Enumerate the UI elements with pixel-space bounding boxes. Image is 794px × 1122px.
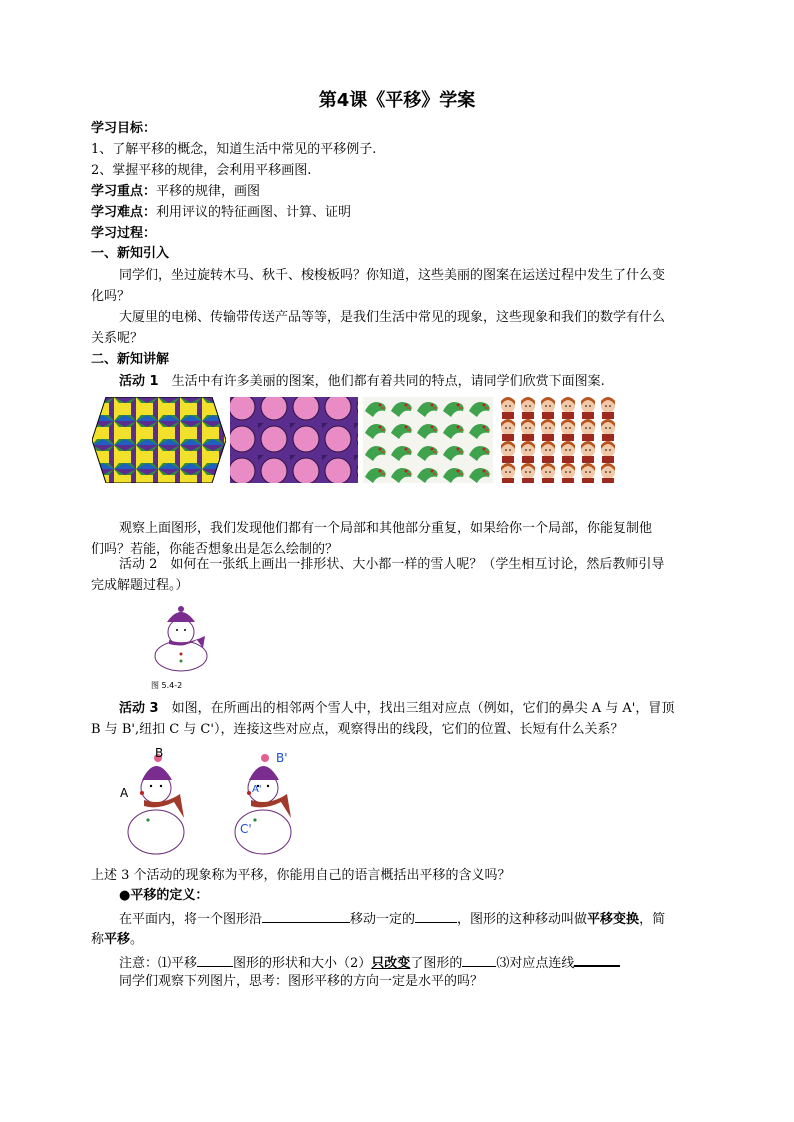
pattern-image-birds [363, 397, 493, 483]
goal-1: 1、了解平移的概念，知道生活中常见的平移例子. [91, 142, 377, 157]
definition-line-a: 在平面内，将一个图形沿 移动一定的 ，图形的这种移动叫做平移变换，简 [119, 908, 665, 930]
activity-3-text-a: 活动 3 如图，在所画出的相邻两个雪人中，找出三组对应点（例如，它们的鼻尖 A 与 A'，冒顶 [119, 701, 675, 716]
point-a-label: A [120, 786, 129, 800]
definition-line-b: 称平移。 [91, 932, 144, 947]
point-b-label: B [155, 746, 164, 760]
page-title: 第4课《平移》学案 [318, 90, 476, 111]
process-heading: 学习过程： [91, 226, 157, 241]
intro-paragraph-1b: 化吗？ [91, 289, 131, 304]
goal-2: 2、掌握平移的规律，会利用平移画图. [91, 163, 312, 178]
activity-3-text-b: B 与 B',纽扣 C 与 C'），连接这些对应点，观察得出的线段，它们的位置、长短有什么关系？ [91, 722, 624, 737]
goals-heading: 学习目标： [91, 121, 157, 136]
point-a-prime-label: A' [252, 784, 262, 795]
section-2-heading: 二、新知讲解 [91, 352, 170, 367]
point-c-prime-label: C' [240, 822, 252, 836]
activity-2-text-b: 完成解题过程。） [91, 578, 189, 593]
snowman-right [235, 754, 291, 854]
summary-text: 上述 3 个活动的现象称为平移，你能用自己的语言概括出平移的含义吗？ [91, 868, 511, 883]
pattern-image-faces [498, 397, 616, 483]
figure-caption: 图 5.4-2 [151, 681, 183, 690]
intro-paragraph-2b: 关系呢？ [91, 331, 144, 346]
pattern-image-octagons [230, 397, 358, 483]
section-1-heading: 一、新知引入 [91, 246, 170, 261]
activity-1-text: 活动 1 生活中有许多美丽的图案，他们都有着共同的特点，请同学们欣赏下面图案. [119, 374, 605, 389]
snowman-figure [145, 604, 220, 694]
snowman-left [128, 754, 184, 854]
snowmen-translation-figure [118, 746, 308, 858]
point-b-prime-label: B' [276, 751, 288, 765]
activity-2-text-a: 活动 2 如何在一张纸上画出一排形状、大小都一样的雪人呢？（学生相互讨论，然后教师引导 [119, 557, 665, 572]
definition-heading: ●平移的定义： [119, 888, 209, 903]
final-question: 同学们观察下列图片，思考：图形平移的方向一定是水平的吗？ [119, 974, 484, 989]
key-points: 学习重点：平移的规律，画图 [91, 184, 261, 199]
note-line: 注意：⑴平移 图形的形状和大小（2）只改变了图形的 ⑶对应点连线 [119, 951, 620, 974]
intro-paragraph-2a: 大厦里的电梯、传输带传送产品等等，是我们生活中常见的现象，这些现象和我们的数学有什么 [119, 310, 666, 325]
difficulties: 学习难点：利用评议的特征画图、计算、证明 [91, 205, 352, 220]
intro-paragraph-1a: 同学们，坐过旋转木马、秋千、梭梭板吗？你知道，这些美丽的图案在运送过程中发生了什么变 [119, 268, 666, 283]
observe-text-a: 观察上面图形，我们发现他们都有一个局部和其他部分重复，如果给你一个局部，你能复制他 [119, 521, 653, 536]
pattern-image-hexagons [92, 397, 226, 483]
observe-text-b: 们吗？若能，你能否想象出是怎么绘制的？ [91, 542, 339, 557]
